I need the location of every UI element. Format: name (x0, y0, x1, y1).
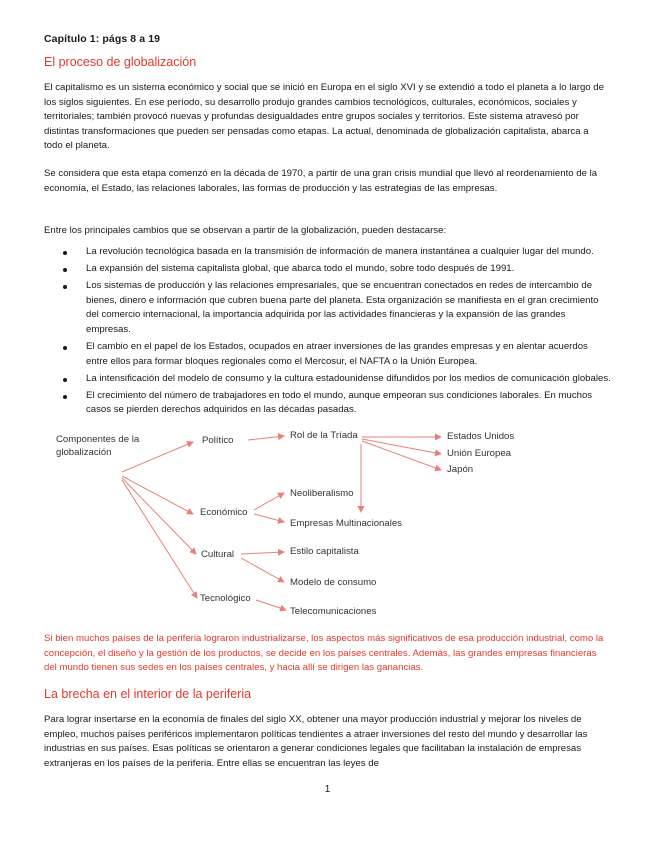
diagram-node-estilo-capitalista: Estilo capitalista (290, 546, 359, 557)
section-title-globalizacion: El proceso de globalización (44, 55, 197, 69)
chapter-heading: Capítulo 1: págs 8 a 19 (44, 33, 161, 45)
arrow-rol-japon (362, 441, 441, 470)
paragraph-capitalismo: El capitalismo es un sistema económico y social que se inició en Europa en el siglo XVI y se extendió a todo el planeta a lo largo de los siglos siguientes. En ese período, su desarrollo produjo grandes cambios tecnológicos, culturales, económicos, sociales y territoriales; también provocó nuevas y profundas desigualdades entre grupos sociales y territorios. Este sistema atravesó por distintas transformaciones que pueden ser pensadas como etapas. La actual, denominada de globalización capitalista, abarca a todo el planeta. (44, 82, 604, 152)
diagram-node-rol-triada: Rol de la Tríada (290, 430, 358, 441)
diagram-node-politico: Político (202, 435, 234, 446)
arrow-root-economico (122, 476, 193, 514)
diagram-node-empresas-multinacionales: Empresas Multinacionales (290, 518, 402, 529)
list-item-text: La revolución tecnológica basada en la transmisión de información de manera instantánea a cualquier lugar del mundo. (86, 246, 594, 257)
bullet-icon (63, 378, 67, 382)
diagram-node-japon: Japón (447, 464, 474, 475)
arrow-rol-union (362, 439, 441, 454)
list-item (44, 245, 612, 260)
highlight-paragraph: Si bien muchos países de la periferia lograron industrializarse, los aspectos más significativos de esa producción industrial, como la concepción, el diseño y la gestión de los productos, se decide en los países centrales. Además, las grandes empresas financieras del mundo tienen sus sedes en los países centrales, y hacia allí se dirigen las ganancias. (44, 633, 604, 674)
bullet-icon (63, 285, 67, 289)
diagram-node-modelo-consumo: Modelo de consumo (290, 577, 377, 588)
arrow-cultural-estilo (241, 552, 284, 554)
diagram-node-tecnologico: Tecnológico (200, 593, 251, 604)
list-item (44, 372, 612, 387)
arrow-root-tecnologico (122, 480, 197, 598)
bullet-icon (63, 268, 67, 272)
diagram-node-neoliberalismo: Neoliberalismo (290, 488, 354, 499)
list-item-text: Los sistemas de producción y las relaciones empresariales, que se encuentran conectados en redes de intercambio de bienes, dinero e información que cubren buena parte del planeta. Esta organización se manifiesta en el gran crecimiento del comercio internacional, la importancia adquirida por las actividades financieras y la expansión de las grandes empresas. (86, 280, 599, 335)
arrow-tecnologico-telecom (256, 600, 286, 610)
bullet-icon (63, 251, 67, 255)
diagram-node-economico: Económico (200, 507, 248, 518)
arrow-economico-neoliberalismo (254, 493, 284, 510)
list-item (44, 389, 612, 418)
bullet-icon (63, 395, 67, 399)
diagram-node-telecomunicaciones: Telecomunicaciones (290, 606, 377, 617)
diagram-node-estados-unidos: Estados Unidos (447, 431, 515, 442)
arrow-root-cultural (122, 478, 196, 554)
paragraph-principales-cambios: Entre los principales cambios que se observan a partir de la globalización, pueden destacarse: (44, 225, 447, 236)
list-item (44, 262, 612, 277)
list-item (44, 340, 612, 369)
page-number: 1 (324, 784, 331, 795)
arrow-cultural-modelo (241, 558, 284, 582)
paragraph-etapa-1970: Se considera que esta etapa comenzó en la década de 1970, a partir de una gran crisis mundial que llevó al reordenamiento de la economía, el Estado, las relaciones laborales, las formas de producción y las estrategias de las empresas. (44, 168, 598, 194)
section-title-brecha: La brecha en el interior de la periferia (44, 687, 252, 701)
bullet-icon (63, 346, 67, 350)
list-item (44, 279, 612, 337)
arrow-economico-empresas (254, 514, 284, 522)
paragraph-brecha: Para lograr insertarse en la economía de finales del siglo XX, obtener una mayor producción industrial y mejorar los niveles de empleo, muchos países periféricos implementaron políticas tendientes a atraer inversiones del resto del mundo y desarrollar las industrias en sus países. Esas políticas se orientaron a generar condiciones legales que facilitaban la instalación de empresas extranjeras en los países de la periferia. Entre ellas se encuentran las leyes de (44, 714, 588, 769)
diagram-node-cultural: Cultural (201, 549, 235, 560)
diagram-root-label: Componentes de la globalización (56, 434, 140, 458)
list-item-text: El crecimiento del número de trabajadores en todo el mundo, aunque empeoran sus condiciones laborales. En muchos casos se pierden derechos adquiridos en las décadas pasadas. (86, 389, 593, 416)
changes-list (44, 245, 612, 421)
diagram-node-union-europea: Unión Europea (447, 448, 512, 459)
arrow-politico-rol (248, 436, 284, 440)
list-item-text: La expansión del sistema capitalista global, que abarca todo el mundo, sobre todo después de 1991. (86, 263, 515, 275)
list-item-text: El cambio en el papel de los Estados, ocupados en atraer inversiones de las grandes empresas y en alentar acuerdos entre ellos para formar bloques regionales como el Mercosur, el NAFTA o la Unión Europea. (86, 341, 588, 367)
globalization-diagram (0, 430, 655, 625)
list-item-text: La intensificación del modelo de consumo y la cultura estadounidense difundidos por los medios de comunicación globales. (86, 372, 611, 384)
